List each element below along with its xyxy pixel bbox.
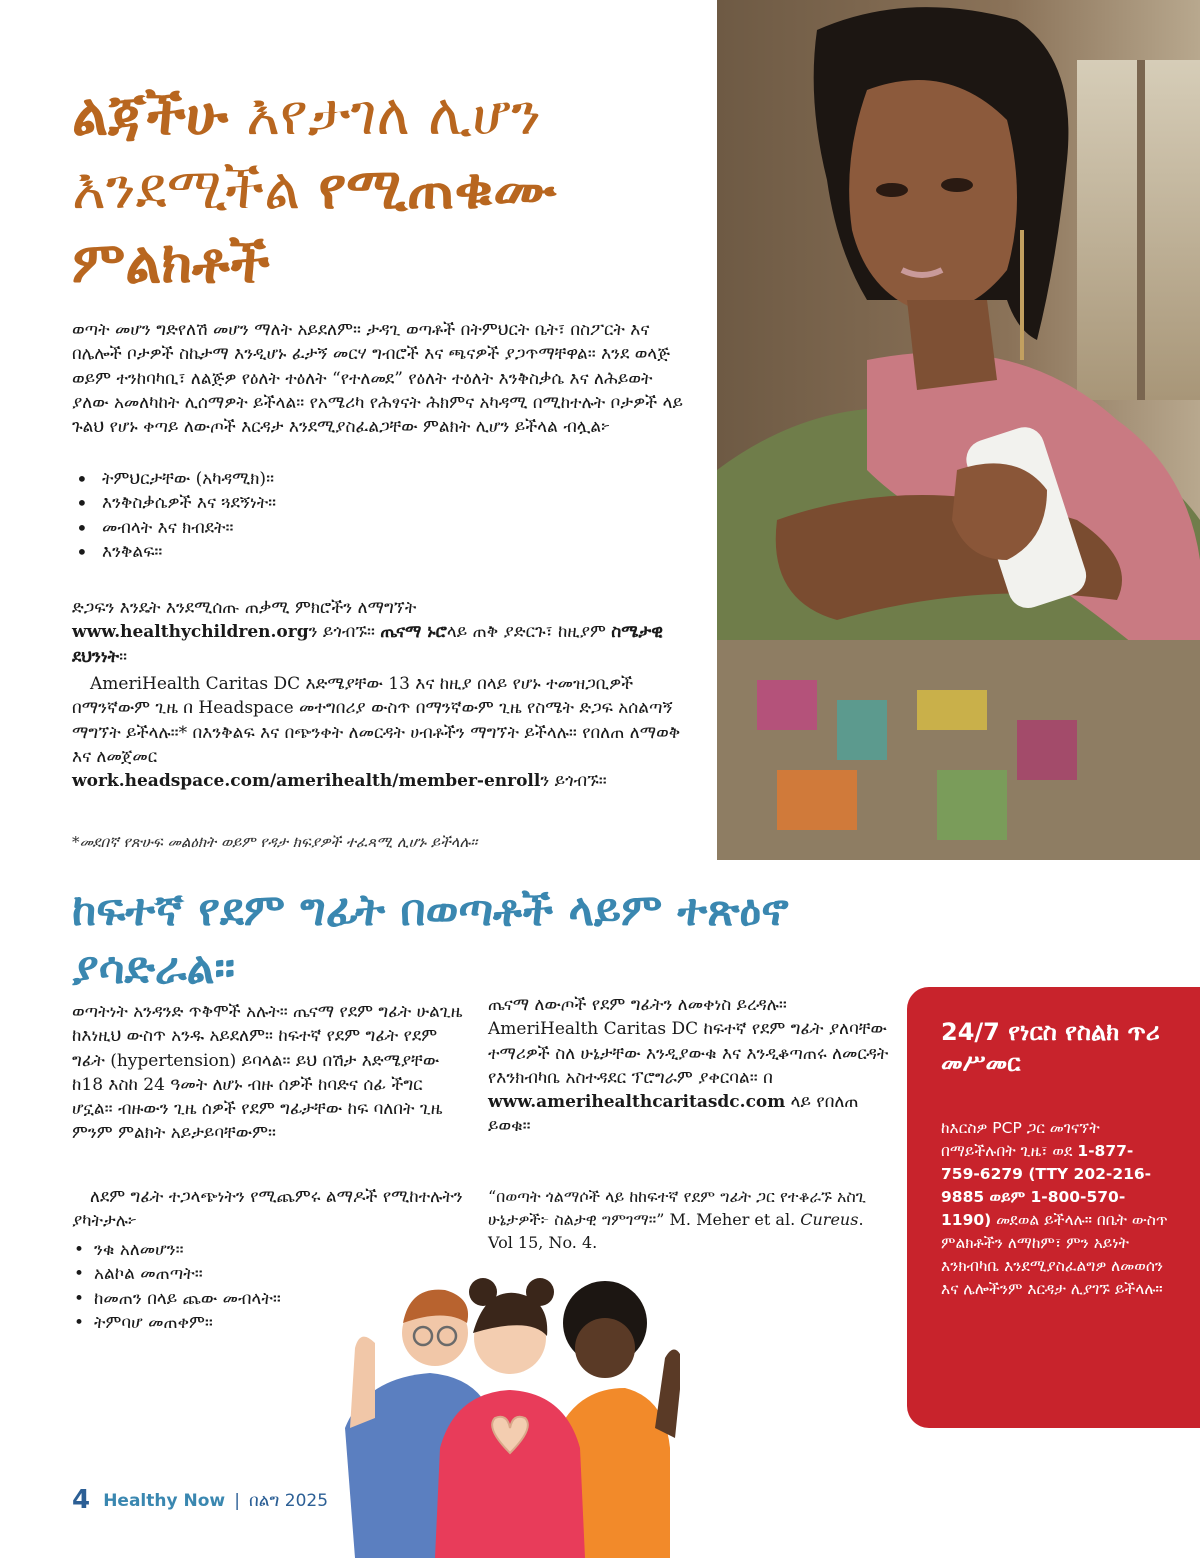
magazine-name: Healthy Now: [103, 1491, 226, 1511]
article-title: [72, 78, 712, 300]
citation-journal: Cureus: [800, 1210, 859, 1229]
teens-illustration: [335, 1268, 680, 1558]
list-item: • እንቅስቃሴዎች እና ጓደኝነት።: [72, 491, 672, 515]
support-paragraph: [72, 596, 692, 669]
healthychildren-link[interactable]: www.healthychildren.org: [72, 622, 309, 643]
amerihealth-link[interactable]: www.amerihealthcaritasdc.com: [488, 1092, 786, 1113]
footnote: *መደበኛ የጽሁፍ መልዕክት ወይም የዳታ ክፍያዎች ተፈጻሚ ሊሆኑ ይችላሉ።: [72, 833, 478, 851]
care-text: ጤናማ ለውጦች የደም ግፊትን ለመቀነስ ይረዳሉ። AmeriHealth Caritas DC ከፍተኛ የደም ግፊት ያለባቸው ተማሪዎች ስለ ሁኔታቸው እንዲያውቁ እና እንዲቆጣጠሩ ለመርዳት የእንክብካቤ አስተዳደር ፕሮግራም ያቀርባል። በ: [488, 995, 889, 1088]
headspace-paragraph: [72, 672, 692, 793]
woman-photo-image: [717, 0, 1200, 860]
headspace-enroll-link[interactable]: work.headspace.com/amerihealth/member-enroll: [72, 771, 541, 792]
emotional-wellness-label: ስሜታዊ ደህንነት: [72, 622, 663, 667]
support-text: ላይ ጠቅ ያድርጉ፣ ከዚያም: [446, 622, 612, 643]
title-middle: እየታገለ ሊሆን እንደሚችል: [72, 82, 541, 222]
intro-paragraph: ወጣት መሆን ግድየለሽ መሆን ማለት አይደለም። ታዳጊ ወጣቶች በትምህርት ቤት፣ በስፖርት እና በሌሎች ቦታዎች ስኬታማ እንዲሆኑ ፈታኝ መርሃ ግብሮች እና ጫናዎች ያጋጥማቸዋል። እንደ ወላጅ ወይም ተንከባካቢ፣ ለልጅዎ የዕለት ተዕለት “የተለመደ” የዕለት ተዕለት እንቅስቃሴ እና ለሕይወት ያለው አመለካከት ሊሰማዎት ይችላል። የአሜሪካ የሕፃናት ሕክምና አካዳሚ በሚከተሉት ቦታዎች ላይ ጉልህ የሆኑ ቀጣይ ለውጦች እርዳታ እንደሚያስፈልጋቸው ምልክት ሊሆን ይችላል ብሏል፦: [72, 320, 683, 438]
blood-pressure-intro: ወጣትነት አንዳንድ ጥቅሞች አሉት። ጤናማ የደም ግፊት ሁልጊዜ ከእነዚህ ውስጥ አንዱ አይደለም። ከፍተኛ የደም ግፊት የደም ግፊት (hypertension) ይባላል። ይህ በሽታ እድሜያቸው ከ18 እስከ 24 ዓመት ለሆኑ ብዙ ሰዎች ከባድና ሰፊ ችግር ሆኗል። ብዙውን ጊዜ ሰዎች የደም ግፊታቸው ከፍ ባለበት ጊዜ ምንም ምልክት አይታይባቸውም።: [72, 1002, 463, 1144]
list-item: • ትምህርታቸው (አካዳሚክ)።: [72, 467, 672, 491]
issue-label: በልግ 2025: [249, 1491, 329, 1511]
warning-areas-list: [72, 467, 672, 564]
section-title-blood-pressure: ከፍተኛ የደም ግፊት በወጣቶች ላይም ተጽዕኖ ያሳድራል።: [72, 885, 789, 994]
list-item: • ንቁ አለመሆን።: [72, 1238, 467, 1262]
page-footer: [72, 1485, 328, 1515]
nurse-line-title: 24/7 የነርስ የስልክ ጥሪ መሥመር: [941, 1018, 1160, 1077]
woman-photo: [717, 0, 1200, 860]
nurse-line-sidebar: [907, 987, 1200, 1428]
headspace-text-end: ን ይጎብኙ።: [540, 771, 607, 792]
nurse-text-body: መደወል ይችላሉ። በቤት ውስጥ ምልክቶችን ለማከም፣ ምን አይነት እንክብካቤ እንደሚያስፈልግዎ ለመወሰን እና ሌሎችንም እርዳታ ሊያገኙ ይችላሉ።: [941, 1211, 1168, 1298]
list-item: • ትምባሆ መጠቀም።: [72, 1311, 467, 1335]
nurse-text-intro: ከእርስዎ PCP ጋር መገናኘት በማይችሉበት ጊዜ፣ ወደ: [941, 1119, 1100, 1160]
care-management-paragraph: [488, 993, 893, 1139]
list-item: • ከመጠን በላይ ጨው መብላት።: [72, 1287, 467, 1311]
page-number: 4: [72, 1485, 91, 1515]
risk-habits-intro: ለደም ግፊት ተጋላጭነትን የሚጨምሩ ልማዶች የሚከተሉትን ያካትታሉ፦: [72, 1187, 463, 1232]
teens-illustration-image: [335, 1268, 680, 1558]
citation-volume: . Vol 15, No. 4.: [488, 1210, 864, 1252]
title-highlight-signs: የሚጠቁሙ ምልክቶች: [72, 156, 557, 296]
nurse-alt-phone-number[interactable]: 1-800-570-1190): [941, 1188, 1126, 1229]
healthy-living-label: ጤናማ ኑሮ: [380, 622, 447, 643]
citation-text: “በወጣት ጎልማሶች ላይ ከከፍተኛ የደም ግፊት ጋር የተቆራኙ አስጊ ሁኔታዎች፦ ስልታዊ ግምገማ።” M. Meher et al.: [488, 1187, 867, 1229]
care-text-end: ላይ የበለጠ ይወቁ።: [488, 1092, 859, 1137]
title-highlight-children: ልጃችሁ: [72, 82, 229, 148]
list-item: • አልኮል መጠጣት።: [72, 1262, 467, 1286]
support-text: ን ይጎብኙ።: [308, 622, 381, 643]
list-item: • መብላት እና ክብደት።: [72, 516, 672, 540]
citation: [488, 1185, 893, 1254]
nurse-line-text: [941, 1117, 1171, 1301]
headspace-text: AmeriHealth Caritas DC እድሜያቸው 13 እና ከዚያ በላይ የሆኑ ተመዝጋቢዎች በማንኛውም ጊዜ በ Headspace መተግበሪያ ውስጥ በማንኛውም ጊዜ የስሜት ድጋፍ አሰልጣኝ ማግኘት ይችላሉ።* በእንቅልፍ እና በጭንቀት ለመርዳት ሀብቶችን ማግኘት ይችላሉ። የበለጠ ለማወቅ እና ለመጀመር: [72, 674, 681, 767]
support-text: ።: [119, 646, 128, 667]
nurse-phone-number[interactable]: 1-877-759-6279 (TTY 202-216-9885: [941, 1142, 1152, 1206]
footer-separator: |: [234, 1491, 240, 1511]
nurse-or: ወይም: [984, 1188, 1031, 1206]
list-item: • እንቅልፍ።: [72, 540, 672, 564]
support-text: ድጋፍን እንዴት እንደሚሰጡ ጠቃሚ ምክሮችን ለማግኘት: [72, 598, 417, 618]
